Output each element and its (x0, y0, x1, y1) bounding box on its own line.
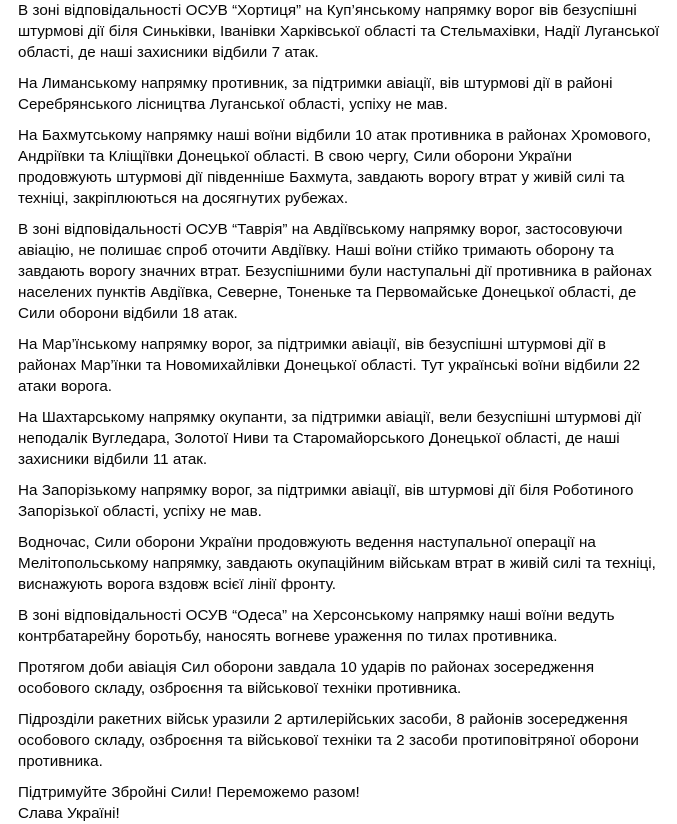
paragraph-marinka: На Мар’їнському напрямку ворог, за підтримки авіації, вів безуспішні штурмові дії в районах Мар’їнки та Новомихайлівки Донецької області. Тут українські воїни відбили 22 атаки ворога. (18, 336, 641, 395)
paragraph-lyman: На Лиманському напрямку противник, за підтримки авіації, вів штурмові дії в районі Серебрянського лісництва Луганської області, успіху не мав. (18, 75, 613, 113)
paragraph-shakhtarsk: На Шахтарському напрямку окупанти, за підтримки авіації, вели безуспішні штурмові дії неподалік Вугледара, Золотої Ниви та Старомайорського Донецької області, де наші захисники відбили 11 атак. (18, 409, 642, 468)
closing-glory-line: Слава Україні! (18, 805, 120, 822)
paragraph-zaporizhzhia: На Запорізькому напрямку ворог, за підтримки авіації, вів штурмові дії біля Роботиного Запорізької області, успіху не мав. (18, 482, 634, 520)
paragraph-bakhmut: На Бахмутському напрямку наші воїни відбили 10 атак противника в районах Хромового, Андріївки та Кліщіївки Донецької області. В свою чергу, Сили оборони України продовжують штурмові дії південніше Бахмута, завдають ворогу втрат у живій силі та техніці, закріплюються на досягнутих рубежах. (18, 127, 651, 207)
paragraph-aviation: Протягом доби авіація Сил оборони завдала 10 ударів по районах зосередження особового складу, озброєння та військової техніки противника. (18, 659, 595, 697)
paragraph-kupiansk: В зоні відповідальності ОСУВ “Хортиця” на Куп’янському напрямку ворог вів безуспішні штурмові дії біля Синьківки, Іванівки Харківської області та Стельмахівки, Надії Луганської області, де наші захисники відбили 7 атак. (18, 2, 660, 61)
paragraph-melitopol: Водночас, Сили оборони України продовжують ведення наступальної операції на Мелітопольському напрямку, завдають окупаційним військам втрат в живій силі та техніці, виснажують ворога вздовж всієї лінії фронту. (18, 534, 656, 593)
paragraph-missile-troops: Підрозділи ракетних військ уразили 2 артилерійських засоби, 8 районів зосередження особового складу, озброєння та військової техніки та 2 засоби протиповітряної оборони противника. (18, 711, 639, 770)
closing-support-line: Підтримуйте Збройні Сили! Переможемо разом! (18, 784, 360, 801)
paragraph-kherson: В зоні відповідальності ОСУВ “Одеса” на Херсонському напрямку наші воїни ведуть контрбатарейну боротьбу, наносять вогневе ураження по тилах противника. (18, 607, 615, 645)
paragraph-avdiivka: В зоні відповідальності ОСУВ “Таврія” на Авдіївському напрямку ворог, застосовуючи авіацію, не полишає спроб оточити Авдіївку. Наші воїни стійко тримають оборону та завдають ворогу значних втрат. Безуспішними були наступальні дії противника в районах населених пунктів Авдіївка, Северне, Тоненьке та Первомайське Донецької області, де Сили оборони відбили 18 атак. (18, 221, 652, 322)
